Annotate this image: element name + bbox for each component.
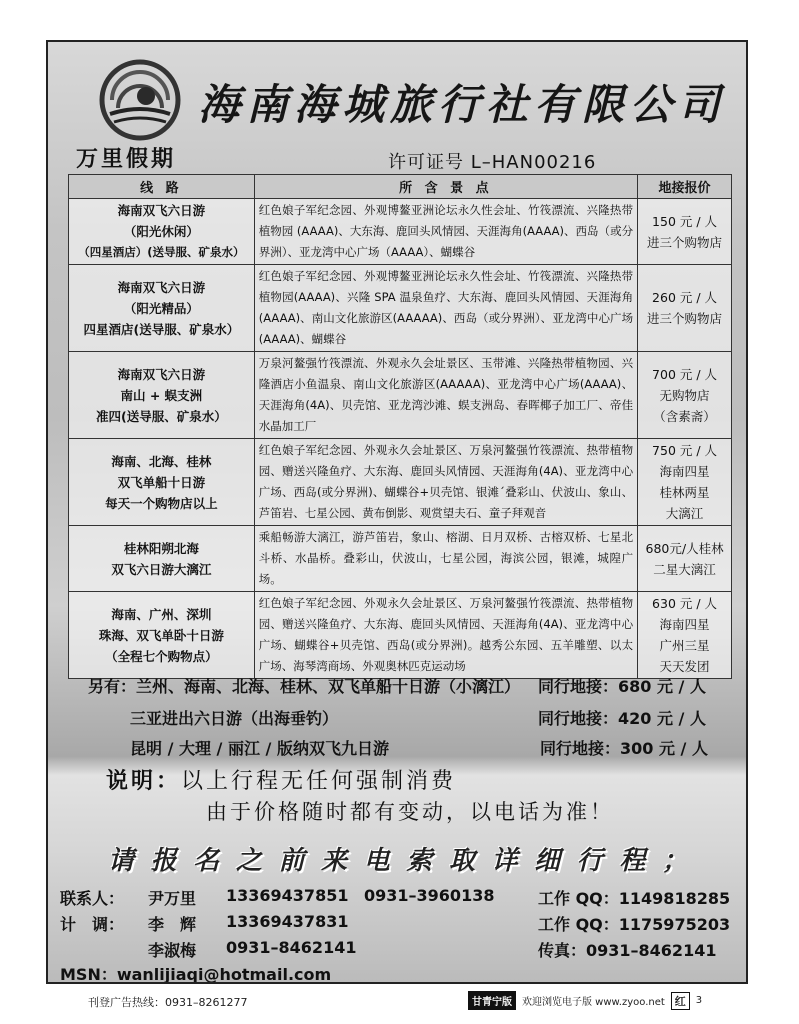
route-line: （全程七个购物点） — [105, 648, 218, 664]
spots-cell: 红色娘子军纪念园、外观永久会址景区、万泉河鳌强竹筏漂流、热带植物园、赠送兴隆鱼疗、大东海、鹿回头风情园、天涯海角(4A)、亚龙湾中心广场、蝴蝶谷+贝壳馆、西岛(或分界洲)。越秀公东园、五羊雕塑、以太广场、海琴湾商场、外观奥林匹克运动场 — [254, 592, 637, 679]
price-change-note: 由于价格随时都有变动，以电话为准！ — [206, 800, 614, 824]
contact-name: 李 辉 — [148, 915, 197, 934]
contact-name: 李淑梅 — [148, 941, 197, 960]
extra-route-price: 同行地接：300 元 / 人 — [540, 739, 708, 758]
contact-qq: 工作 QQ：1175975203 — [538, 915, 731, 934]
spots-cell: 红色娘子军纪念园、外观博鳌亚洲论坛永久性会址、竹筏漂流、兴隆热带植物园(AAAA)、兴隆 SPA 温泉鱼疗、大东海、鹿回头风情园、天涯海角(AAAA)、南山文化旅游区(AAAAA)、西岛（或分界洲）、亚龙湾中心广场(AAAA)、蝴蝶谷 — [254, 265, 637, 352]
extra-route-text: 昆明 / 大理 / 丽江 / 版纳双飞九日游 — [130, 739, 389, 758]
price-line: 二星大漓江 — [653, 561, 716, 577]
cta-char: 行 — [576, 846, 603, 876]
contact-label: 计 调： — [60, 915, 125, 934]
price-cell — [638, 352, 732, 439]
contact-phone: 13369437831 — [226, 912, 349, 931]
table-row — [69, 265, 732, 352]
table-row — [69, 352, 732, 439]
price-cell — [638, 439, 732, 526]
cta-char: 前 — [278, 846, 305, 876]
cta-char: 来 — [321, 846, 348, 876]
route-line: （阳光休闲） — [123, 224, 199, 239]
brand-name: 万里假期 — [76, 147, 177, 172]
spots-cell: 万泉河鳌强竹筏漂流、外观永久会址景区、玉带滩、兴隆热带植物园、兴隆酒店小鱼温泉、南山文化旅游区(AAAAA)、亚龙湾中心广场(AAAA)、天涯海角(4A)、贝壳馆、亚龙湾沙滩、蜈支洲岛、春晖椰子加工厂、帝佳水晶加工厂 — [254, 352, 637, 439]
column-header-route: 线 路 — [69, 175, 255, 199]
contact-phone: 13369437851 — [226, 886, 349, 905]
price-line: 海南四星 — [659, 464, 710, 479]
price-line: 260 元 / 人 — [652, 290, 718, 305]
route-line: 海南、北海、桂林 — [111, 453, 212, 469]
price-line: 桂林两星 — [659, 485, 710, 500]
extra-route-text: 另有：兰州、海南、北海、桂林、双飞单船十日游（小漓江） — [88, 677, 521, 696]
ad-hotline: 刊登广告热线：0931–8261277 — [88, 996, 248, 1009]
cta-char: 报 — [150, 846, 177, 876]
price-line: 大漓江 — [665, 506, 704, 521]
price-cell — [638, 265, 732, 352]
price-cell — [638, 526, 732, 592]
route-cell — [69, 592, 255, 679]
route-cell — [69, 199, 255, 265]
route-cell — [69, 439, 255, 526]
price-line: 750 元 / 人 — [652, 443, 718, 458]
contact-label: 联系人： — [60, 889, 125, 908]
route-line: 四星酒店(送导服、矿泉水） — [83, 321, 240, 337]
spots-cell: 红色娘子军纪念园、外观博鳌亚洲论坛永久性会址、竹筏漂流、兴隆热带植物园 (AAAA)、大东海、鹿回头风情园、天涯海角(AAAA)、西岛（或分界洲）、亚龙湾中心广场（AAAA）、蝴蝶谷 — [254, 199, 637, 265]
company-logo-icon — [98, 58, 182, 142]
advertisement-frame — [46, 40, 748, 984]
route-line: 海南、广州、深圳 — [111, 606, 212, 622]
contact-fax: 传真：0931–8462141 — [538, 941, 717, 960]
route-line: 珠海、双飞单卧十日游 — [98, 627, 224, 643]
route-line: 双飞六日游大漓江 — [111, 561, 212, 577]
note-text: 以上行程无任何强制消费 — [181, 769, 457, 794]
route-line: （四星酒店）(送导服、矿泉水） — [78, 245, 245, 259]
note — [106, 764, 456, 795]
column-header-spots: 所 含 景 点 — [254, 175, 637, 199]
contact-name: 尹万里 — [148, 889, 197, 908]
spots-cell: 乘船畅游大漓江，游芦笛岩，象山、榕湖、日月双桥、古榕双桥、七星北斗桥、水晶桥。叠彩山，伏波山，七星公园，海滨公园，银滩，城隍广场。 — [254, 526, 637, 592]
page-tag: 红 — [671, 992, 690, 1010]
cta-char: 程 — [619, 846, 646, 876]
route-line: 南山 + 蜈支洲 — [120, 387, 203, 403]
route-line: 准四(送导服、矿泉水） — [95, 408, 227, 424]
extra-route-price: 同行地接：680 元 / 人 — [538, 677, 706, 696]
price-line: 海南四星 — [659, 617, 710, 632]
table-header-row — [69, 175, 732, 199]
price-line: （含素斋） — [653, 408, 716, 424]
contact-qq: 工作 QQ：1149818285 — [538, 889, 731, 908]
contact-info — [48, 882, 746, 984]
cta-char: 之 — [235, 846, 262, 876]
route-line: 海南双飞六日游 — [117, 279, 206, 295]
contact-msn: MSN：wanlijiaqi@hotmail.com — [60, 965, 332, 984]
price-line: 进三个购物店 — [647, 234, 723, 250]
price-line: 进三个购物店 — [647, 311, 723, 326]
price-line: 700 元 / 人 — [652, 366, 718, 382]
cta-char: 请 — [108, 846, 135, 876]
route-line: 海南双飞六日游 — [117, 203, 206, 218]
table-row — [69, 592, 732, 679]
cta-char: 详 — [491, 846, 518, 876]
route-cell — [69, 265, 255, 352]
price-line: 无购物店 — [659, 387, 710, 403]
route-line: 桂林阳朔北海 — [123, 540, 199, 556]
extra-route-price: 同行地接：420 元 / 人 — [538, 709, 706, 728]
table-row — [69, 199, 732, 265]
price-line: 150 元 / 人 — [652, 213, 718, 229]
extra-route-text: 三亚进出六日游（出海垂钓） — [130, 709, 339, 728]
cta-char: 取 — [448, 846, 475, 876]
company-name: 海南海城旅行社有限公司 — [198, 80, 727, 129]
cta-char: 索 — [406, 846, 433, 876]
route-cell — [69, 526, 255, 592]
price-line: 680元/人桂林 — [645, 540, 724, 556]
spots-cell: 红色娘子军纪念园、外观永久会址景区、万泉河鳌强竹筏漂流、热带植物园、赠送兴隆鱼疗、大东海、鹿回头风情园、天涯海角(4A)、亚龙湾中心广场、西岛(或分界洲)、蝴蝶谷+贝壳馆、银滩ˊ叠彩山、伏波山、象山、芦笛岩、七星公园、黄布倒影、观赏望夫石、童子拜观音 — [254, 439, 637, 526]
note-label: 说明： — [106, 769, 182, 794]
page-number: 3 — [695, 995, 703, 1006]
header — [48, 42, 746, 187]
price-cell — [638, 199, 732, 265]
edition-badge: 甘青宁版 — [468, 991, 516, 1010]
price-cell — [638, 592, 732, 679]
route-line: 双飞单船十日游 — [117, 474, 206, 490]
cta-char: 细 — [534, 846, 561, 876]
cta-char: 名 — [193, 846, 220, 876]
column-header-price: 地接报价 — [638, 175, 732, 199]
table-row — [69, 526, 732, 592]
price-line: 630 元 / 人 — [652, 596, 718, 611]
license-number: 许可证号 L–HAN00216 — [388, 152, 597, 173]
contact-phone: 0931–8462141 — [226, 938, 357, 957]
route-table — [68, 174, 732, 679]
welcome-text: 欢迎浏览电子版 www.zyoo.net — [522, 997, 665, 1008]
page-footer — [468, 991, 702, 1010]
cta-char: ； — [661, 846, 688, 876]
table-row — [69, 439, 732, 526]
route-line: 海南双飞六日游 — [117, 366, 206, 382]
price-line: 广州三星 — [659, 638, 710, 653]
price-line: 天天发团 — [659, 659, 710, 674]
route-line: （阳光精品） — [123, 300, 199, 316]
route-cell — [69, 352, 255, 439]
contact-phone: 0931–3960138 — [364, 886, 495, 905]
call-to-action — [108, 840, 688, 877]
route-line: 每天一个购物店以上 — [105, 495, 218, 511]
cta-char: 电 — [363, 846, 390, 876]
